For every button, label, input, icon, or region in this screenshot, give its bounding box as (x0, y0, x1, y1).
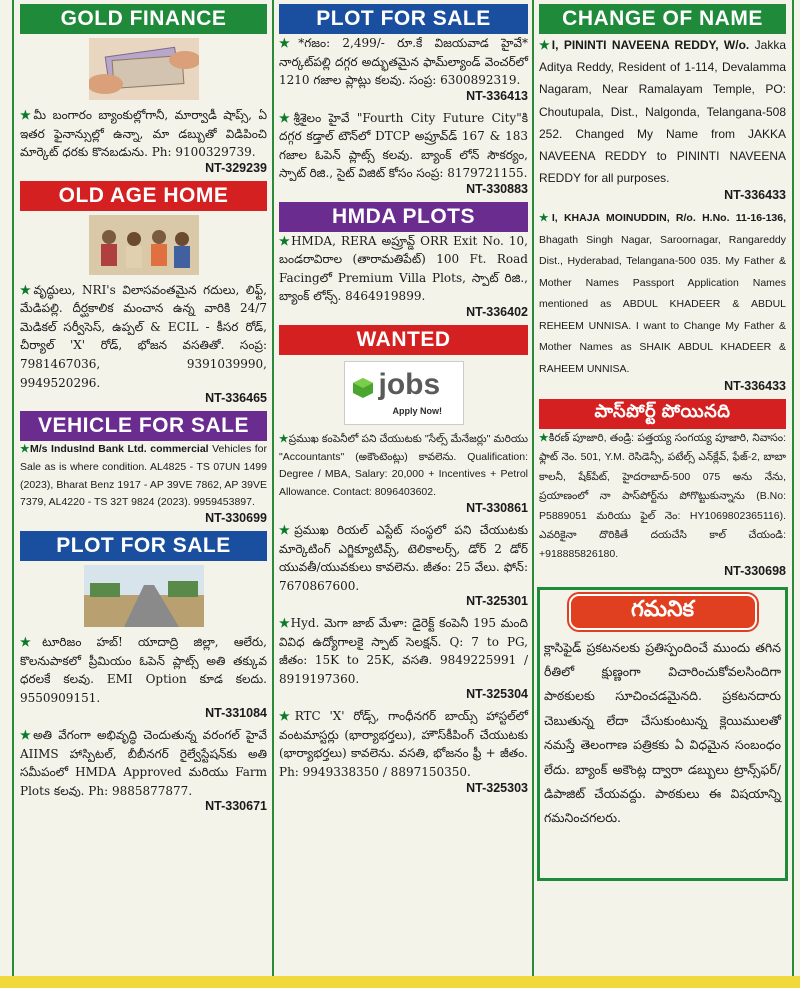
old-age-home-image (89, 215, 199, 275)
ad-text: RTC 'X' రోడ్స్, గాంధీనగర్ బాయ్స్ హాస్టల్‌లో వంటమాస్టర్లు (భార్యాభర్తలు), హౌస్‌కీపింగ్ చేయుటకు (భార్యాభర్తలు) కావలెను. వసతి, భోజనం ఫ్రీ + జీతం. Ph: 9949338350 / 8897150350. (279, 709, 528, 779)
ad-code: NT-330883 (466, 181, 528, 196)
ad-lead: I, PININTI NAVEENA REDDY, W/o. (551, 38, 750, 52)
jobs-logo-word: jobs (378, 367, 441, 401)
ad-text: వృద్ధులు, NRI's విలాసవంతమైన గదులు, లిఫ్ట్, మేడిపల్లి. దీర్ఘకాలిక మంచాన ఉన్న వారికి 24/7 మెడికల్ సర్వీసెస్, ఉప్పల్ & ECIL - కీసర రోడ్, చీర్యాల్ 'X' రోడ్, భోజన వసతితో. సంప్ర: 7981467036, 9391039990, 9949520296. (20, 282, 267, 390)
ad-code: NT-336402 (466, 305, 528, 320)
column-rule (532, 0, 534, 976)
jobs-logo-tagline: Apply Now! (392, 405, 442, 416)
ad-text: Vehicles for Sale as is where condition. AL4825 - TS 07UN 1499 (2023), Bharat Benz 1917 - AP 39VE 7862, AP 39VE 7379, AL4220 - TS 32T 9824 (2023). 9959453897. (20, 442, 268, 509)
ad-warangal-plots: ★అతి వేగంగా అభివృద్ధి చెందుతున్న వరంగల్ హైవే AIIMS హాస్పిటల్, బీబీనగర్ రైల్వేస్టేషన్‌కు అతి సమీపంలో HMDA Approved మరియు Farm Plots కలవు. Ph: 9885877877. NT-330671 (20, 728, 267, 814)
ad-code: NT-325303 (466, 780, 528, 795)
ad-code: NT-336413 (466, 88, 528, 103)
jobs-cube-icon (351, 376, 375, 400)
ad-code: NT-330861 (466, 501, 528, 516)
section-header: పాస్‌పోర్ట్ పోయినది (539, 399, 786, 429)
notice-box (537, 587, 788, 881)
ad-srisailam-plots: ★శ్రీశైలం హైవే "Fourth City Future City"కి దగ్గర కడ్తాల్ టౌన్‌లో DTCP అప్రూవ్‌డ్ 167 & 183 గజాల ఓపెన్ ప్లాట్స్ కలవు. బ్యాంక్ లోన్ సౌకర్యం, స్పాట్ రిజి., సైట్ విజిట్ కోసం సంప్ర: 8179721155. NT-330883 (279, 110, 528, 196)
section-header: VEHICLE FOR SALE (20, 411, 267, 441)
ad-text: Jakka Aditya Reddy, Resident of 1-114, Devalamma Nagaram, Near Ramalayam Temple, PO: Choutupala, Dist., Nalgonda, Telangana-508 252. Changed My Name from JAKKA NAVEENA REDDY to PININTI NAVEENA REDDY for all purposes. (539, 38, 786, 186)
ad-change-of-parent-names: ★I, KHAJA MOINUDDIN, R/o. H.No. 11-16-136, Bhagath Singh Nagar, Saroornagar, Rangareddy Dist., Hyderabad, Telangana-500 035. My Father & Mother Names Passport Application Names mentioned as ABDUL KHADEER & ABDUL REHEEM UNNISA. I want to Change My Father & Mother Names as SHAIK ABDUL KHADEER & RAHEEM UNNISA. NT-336433 (539, 212, 786, 394)
column-rule (792, 0, 794, 976)
ad-real-estate-jobs: ★ప్రముఖ రియల్ ఎస్టేట్ సంస్థలో పని చేయుటకు మార్కెటింగ్ ఎగ్జిక్యూటివ్స్, టెలికాలర్స్, డోర్ 2 డోర్ యువతీ/యువకులు కావలెను. జీతం: 25 వేలు. ఫోన్: 7670867600. NT-325301 (279, 522, 528, 609)
ad-code: NT-330671 (205, 799, 267, 814)
cash-hands-image (89, 38, 199, 100)
ad-hmda-plots: HMDA PLOTS ★HMDA, RERA అప్రూవ్డ్ ORR Exit No. 10, బండరావిరాల (తారామతిపేట్) 100 Ft. Road Facingలో Premium Villa Plots, స్పాట్ రిజి., బ్యాంక్ లోన్స్. 8464919899. NT-336402 (277, 199, 530, 322)
ad-job-mela: ★Hyd. మెగా జాబ్ మేళా: డైరెక్ట్ కంపెనీ 195 మంది వివిధ ఉద్యోగాలకై స్పాట్ సెలక్షన్. Q: 7 to PG, జీతం: 15K to 25K, వసతి. 9849225991 / 8919197360. NT-325304 (279, 616, 528, 702)
ad-change-of-name: CHANGE OF NAME ★I, PININTI NAVEENA REDDY, W/o. Jakka Aditya Reddy, Resident of 1-114, Devalamma Nagaram, Near Ramalayam Temple, PO: Choutupala, Dist., Nalgonda, Telangana-508 252. Changed My Name from JAKKA NAVEENA REDDY to PININTI NAVEENA REDDY for all purposes. NT-336433 (537, 4, 788, 205)
ad-text: శ్రీశైలం హైవే "Fourth City Future City"కి దగ్గర కడ్తాల్ టౌన్‌లో DTCP అప్రూవ్‌డ్ 167 & 183 గజాల ఓపెన్ ప్లాట్స్ కలవు. బ్యాంక్ లోన్ సౌకర్యం, స్పాట్ రిజి., సైట్ విజిట్ కోసం సంప్ర: 8179721155. (279, 110, 528, 181)
notice-title: గమనిక (569, 594, 757, 630)
ad-code: NT-336433 (724, 188, 786, 203)
ad-plot-for-sale: PLOT FOR SALE ★టూరిజం హబ్! యాదాద్రి జిల్లా, ఆలేరు, కొలనుపాకలో ప్రీమియం ఓపెన్ ప్లాట్స్ అతి తక్కువ ధరలకే కలవు. EMI Option కూడ కలదు. 9550909151. NT-331084 (18, 528, 269, 723)
ad-text: మీ బంగారం బ్యాంకుల్లోగానీ, మార్వాడీ షాప్స్, ఏ ఇతర ఫైనాన్సుల్లో ఉన్నా, మా డబ్బుతో విడిపించి మార్కెట్ ధరకు కొనబడును. Ph: 9100329739. (20, 108, 267, 160)
ad-text: *గజం: 2,499/- రూ.కే విజయవాడ హైవే* నార్కట్‌పల్లి దగ్గర అద్భుతమైన ఫామ్‌ల్యాండ్ వెంచర్‌లో 1210 గజాల ప్లాట్లు కలవు. సంప్ర: 6300892319. (279, 36, 528, 88)
notice-text: క్లాసిఫైడ్ ప్రకటనలకు ప్రతిస్పందించే ముందు తగిన రీతిలో క్షుణ్ణంగా విచారించుకోవలసిందిగా పాఠకులకు సూచించడమైనది. ప్రకటనదారు చెబుతున్న లేదా చేసుకుంటున్న క్లెయిములతో నమస్తే తెలంగాణ పత్రికకు ఏ విధమైన సంబంధం లేదు. బ్యాంక్ అకౌంట్ల ద్వారా డబ్బులు ట్రాన్స్‌ఫర్/డిపాజిట్ చేయవద్దు. పాఠకులు ఈ విషయాన్ని గమనించగలరు. (544, 639, 781, 826)
ad-text: ప్రముఖ కంపెనీలో పని చేయుటకు "సేల్స్ మేనేజర్లు" మరియు "Accountants" (అకౌంటెంట్లు) కావలెను. Qualification: Degree / MBA, Salary: 20,000 + Incentives + Petrol Allowance. Contact: 8096403602. (279, 432, 528, 499)
ad-wanted: WANTED jobs Apply Now! ★ప్రముఖ కంపెనీలో పని చేయుటకు "సేల్స్ మేనేజర్లు" మరియు "Accountants" (అకౌంటెంట్లు) కావలెను. Qualification: Degree / MBA, Salary: 20,000 + Incentives + Petrol Allowance. Contact: 8096403602. NT-330861 (277, 322, 530, 518)
ad-text: HMDA, RERA అప్రూవ్డ్ ORR Exit No. 10, బండరావిరాల (తారామతిపేట్) 100 Ft. Road Facingలో Premium Villa Plots, స్పాట్ రిజి., బ్యాంక్ లోన్స్. 8464919899. (279, 233, 528, 304)
column-rule (272, 0, 274, 976)
ad-code: NT-330698 (724, 563, 786, 578)
section-header: WANTED (279, 325, 528, 355)
ad-code: NT-336433 (724, 379, 786, 394)
ad-code: NT-325301 (466, 594, 528, 609)
ad-lead: M/s IndusInd Bank Ltd. commercial (30, 442, 209, 455)
section-header: HMDA PLOTS (279, 202, 528, 232)
ad-text: Bhagath Singh Nagar, Saroornagar, Rangareddy Dist., Hyderabad, Telangana-500 035. My Father & Mother Names Passport Application Names mentioned as ABDUL KHADEER & ABDUL REHEEM UNNISA. I want to Change My Father & Mother Names as SHAIK ABDUL KHADEER & RAHEEM UNNISA. (539, 233, 786, 375)
ad-text: కిరణ్ పూజారి, తండ్రి: పత్తయ్య సంగయ్య పూజారి, నివాసం: ఫ్లాట్ నెం. 501, Y.M. రెసిడెన్సీ, పటేల్స్ ఎన్‌క్లేవ్, ఫేజ్-2, బాబా కాలనీ, షేక్‌పేట్, హైదరాబాద్-500 075 అను నేను, ప్రయాణంలో నా పాస్‌పోర్ట్‌ను పోగొట్టుకున్నాను (B.No: P5889051 మరియు ఫైల్ నెం: HY1069802365116). ఎవరికైనా దొరికితే దయచేసి కాల్ చేయండి: +918885826180. (539, 431, 786, 561)
column-rule (12, 0, 14, 976)
ad-text: Hyd. మెగా జాబ్ మేళా: డైరెక్ట్ కంపెనీ 195 మంది వివిధ ఉద్యోగాలకై స్పాట్ సెలక్షన్. Q: 7 to PG, జీతం: 15K to 25K, వసతి. 9849225991 / 8919197360. (279, 616, 528, 686)
ad-text: ప్రముఖ రియల్ ఎస్టేట్ సంస్థలో పని చేయుటకు మార్కెటింగ్ ఎగ్జిక్యూటివ్స్, టెలికాలర్స్, డోర్ 2 డోర్ యువతీ/యువకులు కావలెను. జీతం: 25 వేలు. ఫోన్: 7670867600. (279, 522, 528, 593)
section-header: CHANGE OF NAME (539, 4, 786, 34)
column-3 (537, 4, 788, 972)
section-header: OLD AGE HOME (20, 181, 267, 211)
ad-code: NT-330699 (205, 511, 267, 526)
jobs-logo (344, 361, 464, 425)
section-header: GOLD FINANCE (20, 4, 267, 34)
ad-text: టూరిజం హబ్! యాదాద్రి జిల్లా, ఆలేరు, కొలనుపాకలో ప్రీమియం ఓపెన్ ప్లాట్స్ అతి తక్కువ ధరలకే కలవు. EMI Option కూడ కలదు. 9550909151. (20, 634, 267, 705)
ad-code: NT-336465 (205, 391, 267, 406)
section-header: PLOT FOR SALE (279, 4, 528, 34)
ad-hostel-jobs: ★RTC 'X' రోడ్స్, గాంధీనగర్ బాయ్స్ హాస్టల్‌లో వంటమాస్టర్లు (భార్యాభర్తలు), హౌస్‌కీపింగ్ చేయుటకు (భార్యాభర్తలు) కావలెను. వసతి, భోజనం ఫ్రీ + జీతం. Ph: 9949338350 / 8897150350. NT-325303 (279, 709, 528, 795)
bottom-strip (0, 976, 800, 988)
ad-plot-for-sale-highway: PLOT FOR SALE ★*గజం: 2,499/- రూ.కే విజయవాడ హైవే* నార్కట్‌పల్లి దగ్గర అద్భుతమైన ఫామ్‌ల్యాండ్ వెంచర్‌లో 1210 గజాల ప్లాట్లు కలవు. సంప్ర: 6300892319. NT-336413 (277, 4, 530, 106)
ad-code: NT-325304 (466, 687, 528, 702)
section-header: PLOT FOR SALE (20, 531, 267, 561)
column-1 (18, 4, 269, 972)
plot-layout-image (84, 565, 204, 627)
ad-gold-finance: GOLD FINANCE ★మీ బంగారం బ్యాంకుల్లోగానీ, మార్వాడీ షాప్స్, ఏ ఇతర ఫైనాన్సుల్లో ఉన్నా, మా డబ్బుతో విడిపించి మార్కెట్ ధరకు కొనబడును. Ph: 9100329739. NT-329239 (18, 4, 269, 178)
ad-passport-lost: పాస్‌పోర్ట్ పోయినది ★కిరణ్ పూజారి, తండ్రి: పత్తయ్య సంగయ్య పూజారి, నివాసం: ఫ్లాట్ నెం. 501, Y.M. రెసిడెన్సీ, పటేల్స్ ఎన్‌క్లేవ్, ఫేజ్-2, బాబా కాలనీ, షేక్‌పేట్, హైదరాబాద్-500 075 అను నేను, ప్రయాణంలో నా పాస్‌పోర్ట్‌ను పోగొట్టుకున్నాను (B.No: P5889051 మరియు ఫైల్ నెం: HY1069802365116). ఎవరికైనా దొరికితే దయచేసి కాల్ చేయండి: +918885826180. NT-330698 (537, 396, 788, 581)
ad-code: NT-329239 (205, 160, 267, 175)
column-2 (277, 4, 530, 972)
ad-old-age-home: OLD AGE HOME ★వృద్ధులు, NRI's విలాసవంతమైన గదులు, లిఫ్ట్, మేడిపల్లి. దీర్ఘకాలిక మంచాన ఉన్న వారికి 24/7 మెడికల్ సర్వీసెస్, ఉప్పల్ & ECIL - కీసర రోడ్, చీర్యాల్ 'X' రోడ్, భోజన వసతితో. సంప్ర: 7981467036, 9391039990, 9949520296. NT-336465 (18, 178, 269, 408)
ad-code: NT-331084 (205, 706, 267, 721)
ad-vehicle-for-sale: VEHICLE FOR SALE ★M/s IndusInd Bank Ltd. commercial Vehicles for Sale as is where condition. AL4825 - TS 07UN 1499 (2023), Bharat Benz 1917 - AP 39VE 7862, AP 39VE 7379, AL4220 - TS 32T 9824 (2023). 9959453897. NT-330699 (18, 408, 269, 528)
ad-lead: I, KHAJA MOINUDDIN, R/o. H.No. 11-16-136, (551, 212, 786, 225)
ad-text: అతి వేగంగా అభివృద్ధి చెందుతున్న వరంగల్ హైవే AIIMS హాస్పిటల్, బీబీనగర్ రైల్వేస్టేషన్‌కు అతి సమీపంలో HMDA Approved మరియు Farm Plots కలవు. Ph: 9885877877. (20, 728, 267, 798)
